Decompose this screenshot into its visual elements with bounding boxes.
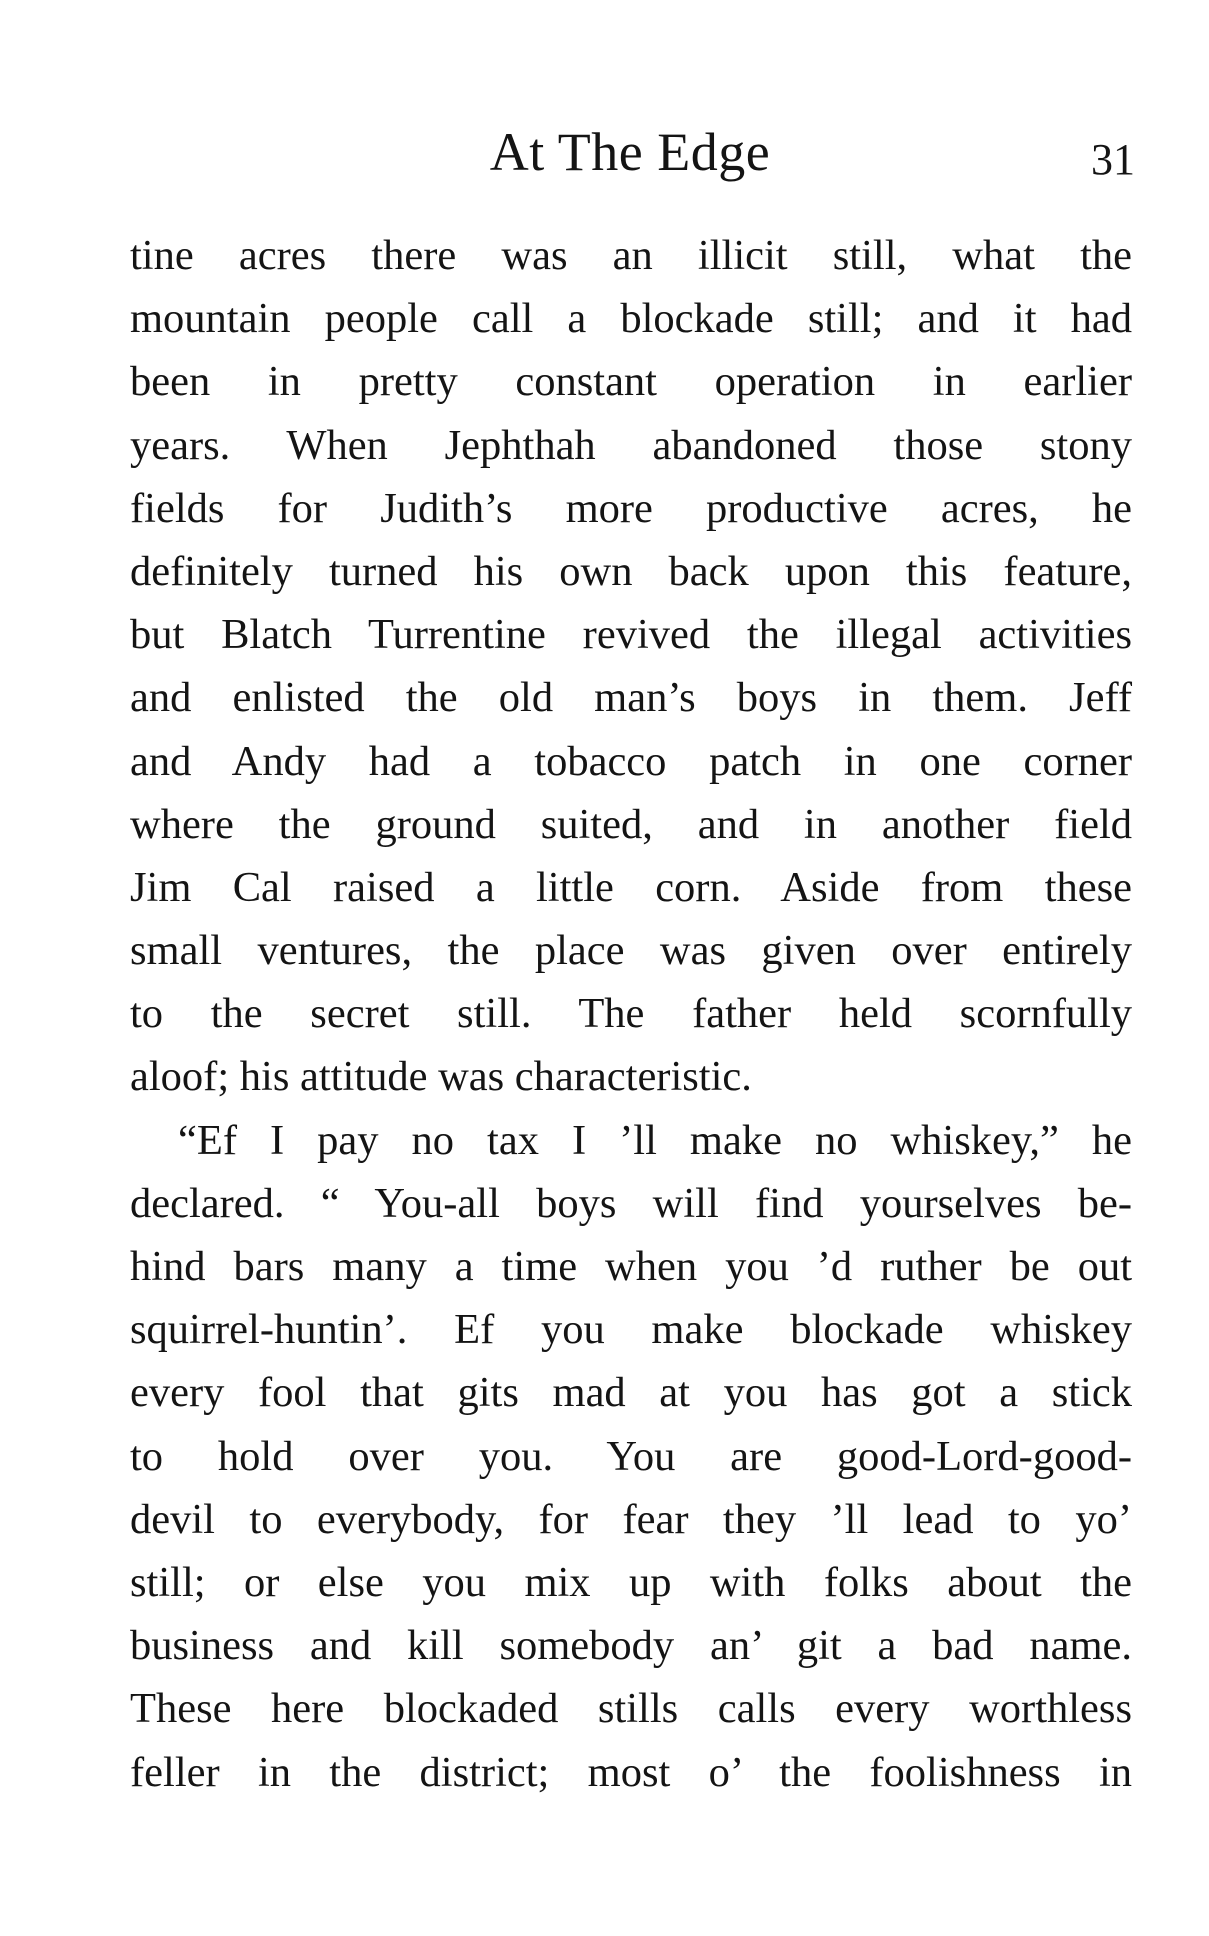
text-line: declared. “ You-all boys will find yourselves be-	[130, 1179, 1132, 1227]
text-line: These here blockaded stills calls every worthless	[130, 1685, 1132, 1733]
text-line: to hold over you. You are good-Lord-good-	[130, 1432, 1132, 1480]
text-line: small ventures, the place was given over entirely	[130, 927, 1132, 975]
text-line: and enlisted the old man’s boys in them. Jeff	[130, 674, 1132, 722]
text-line: still; or else you mix up with folks about the	[130, 1558, 1132, 1606]
text-line: tine acres there was an illicit still, what the	[130, 232, 1132, 279]
text-line: definitely turned his own back upon this feature,	[130, 547, 1132, 595]
running-head	[130, 112, 1135, 192]
body-text	[130, 224, 1132, 1804]
text-line: squirrel-huntin’. Ef you make blockade whiskey	[130, 1306, 1132, 1354]
text-line: devil to everybody, for fear they ’ll lead to yo’	[130, 1495, 1132, 1543]
text-line: every fool that gits mad at you has got a stick	[130, 1369, 1132, 1417]
text-line: Jim Cal raised a little corn. Aside from these	[130, 863, 1132, 911]
text-line: where the ground suited, and in another field	[130, 800, 1132, 848]
text-line: fields for Judith’s more productive acres, he	[130, 484, 1132, 532]
chapter-title: At The Edge	[489, 122, 771, 182]
text-line: feller in the district; most o’ the foolishness in	[130, 1748, 1132, 1796]
text-line: been in pretty constant operation in earlier	[130, 358, 1132, 406]
text-line: business and kill somebody an’ git a bad name.	[130, 1622, 1132, 1670]
text-line: “Ef I pay no tax I ’ll make no whiskey,” he	[178, 1116, 1132, 1164]
text-line: hind bars many a time when you ’d ruther be out	[130, 1243, 1132, 1290]
text-line: but Blatch Turrentine revived the illegal activities	[130, 611, 1132, 659]
text-line: mountain people call a blockade still; and it had	[130, 295, 1132, 343]
text-line: to the secret still. The father held scornfully	[130, 990, 1132, 1038]
page-number: 31	[1091, 135, 1135, 184]
text-line: years. When Jephthah abandoned those stony	[130, 421, 1132, 469]
text-line: aloof; his attitude was characteristic.	[130, 1053, 752, 1101]
text-line: and Andy had a tobacco patch in one corner	[130, 737, 1132, 785]
